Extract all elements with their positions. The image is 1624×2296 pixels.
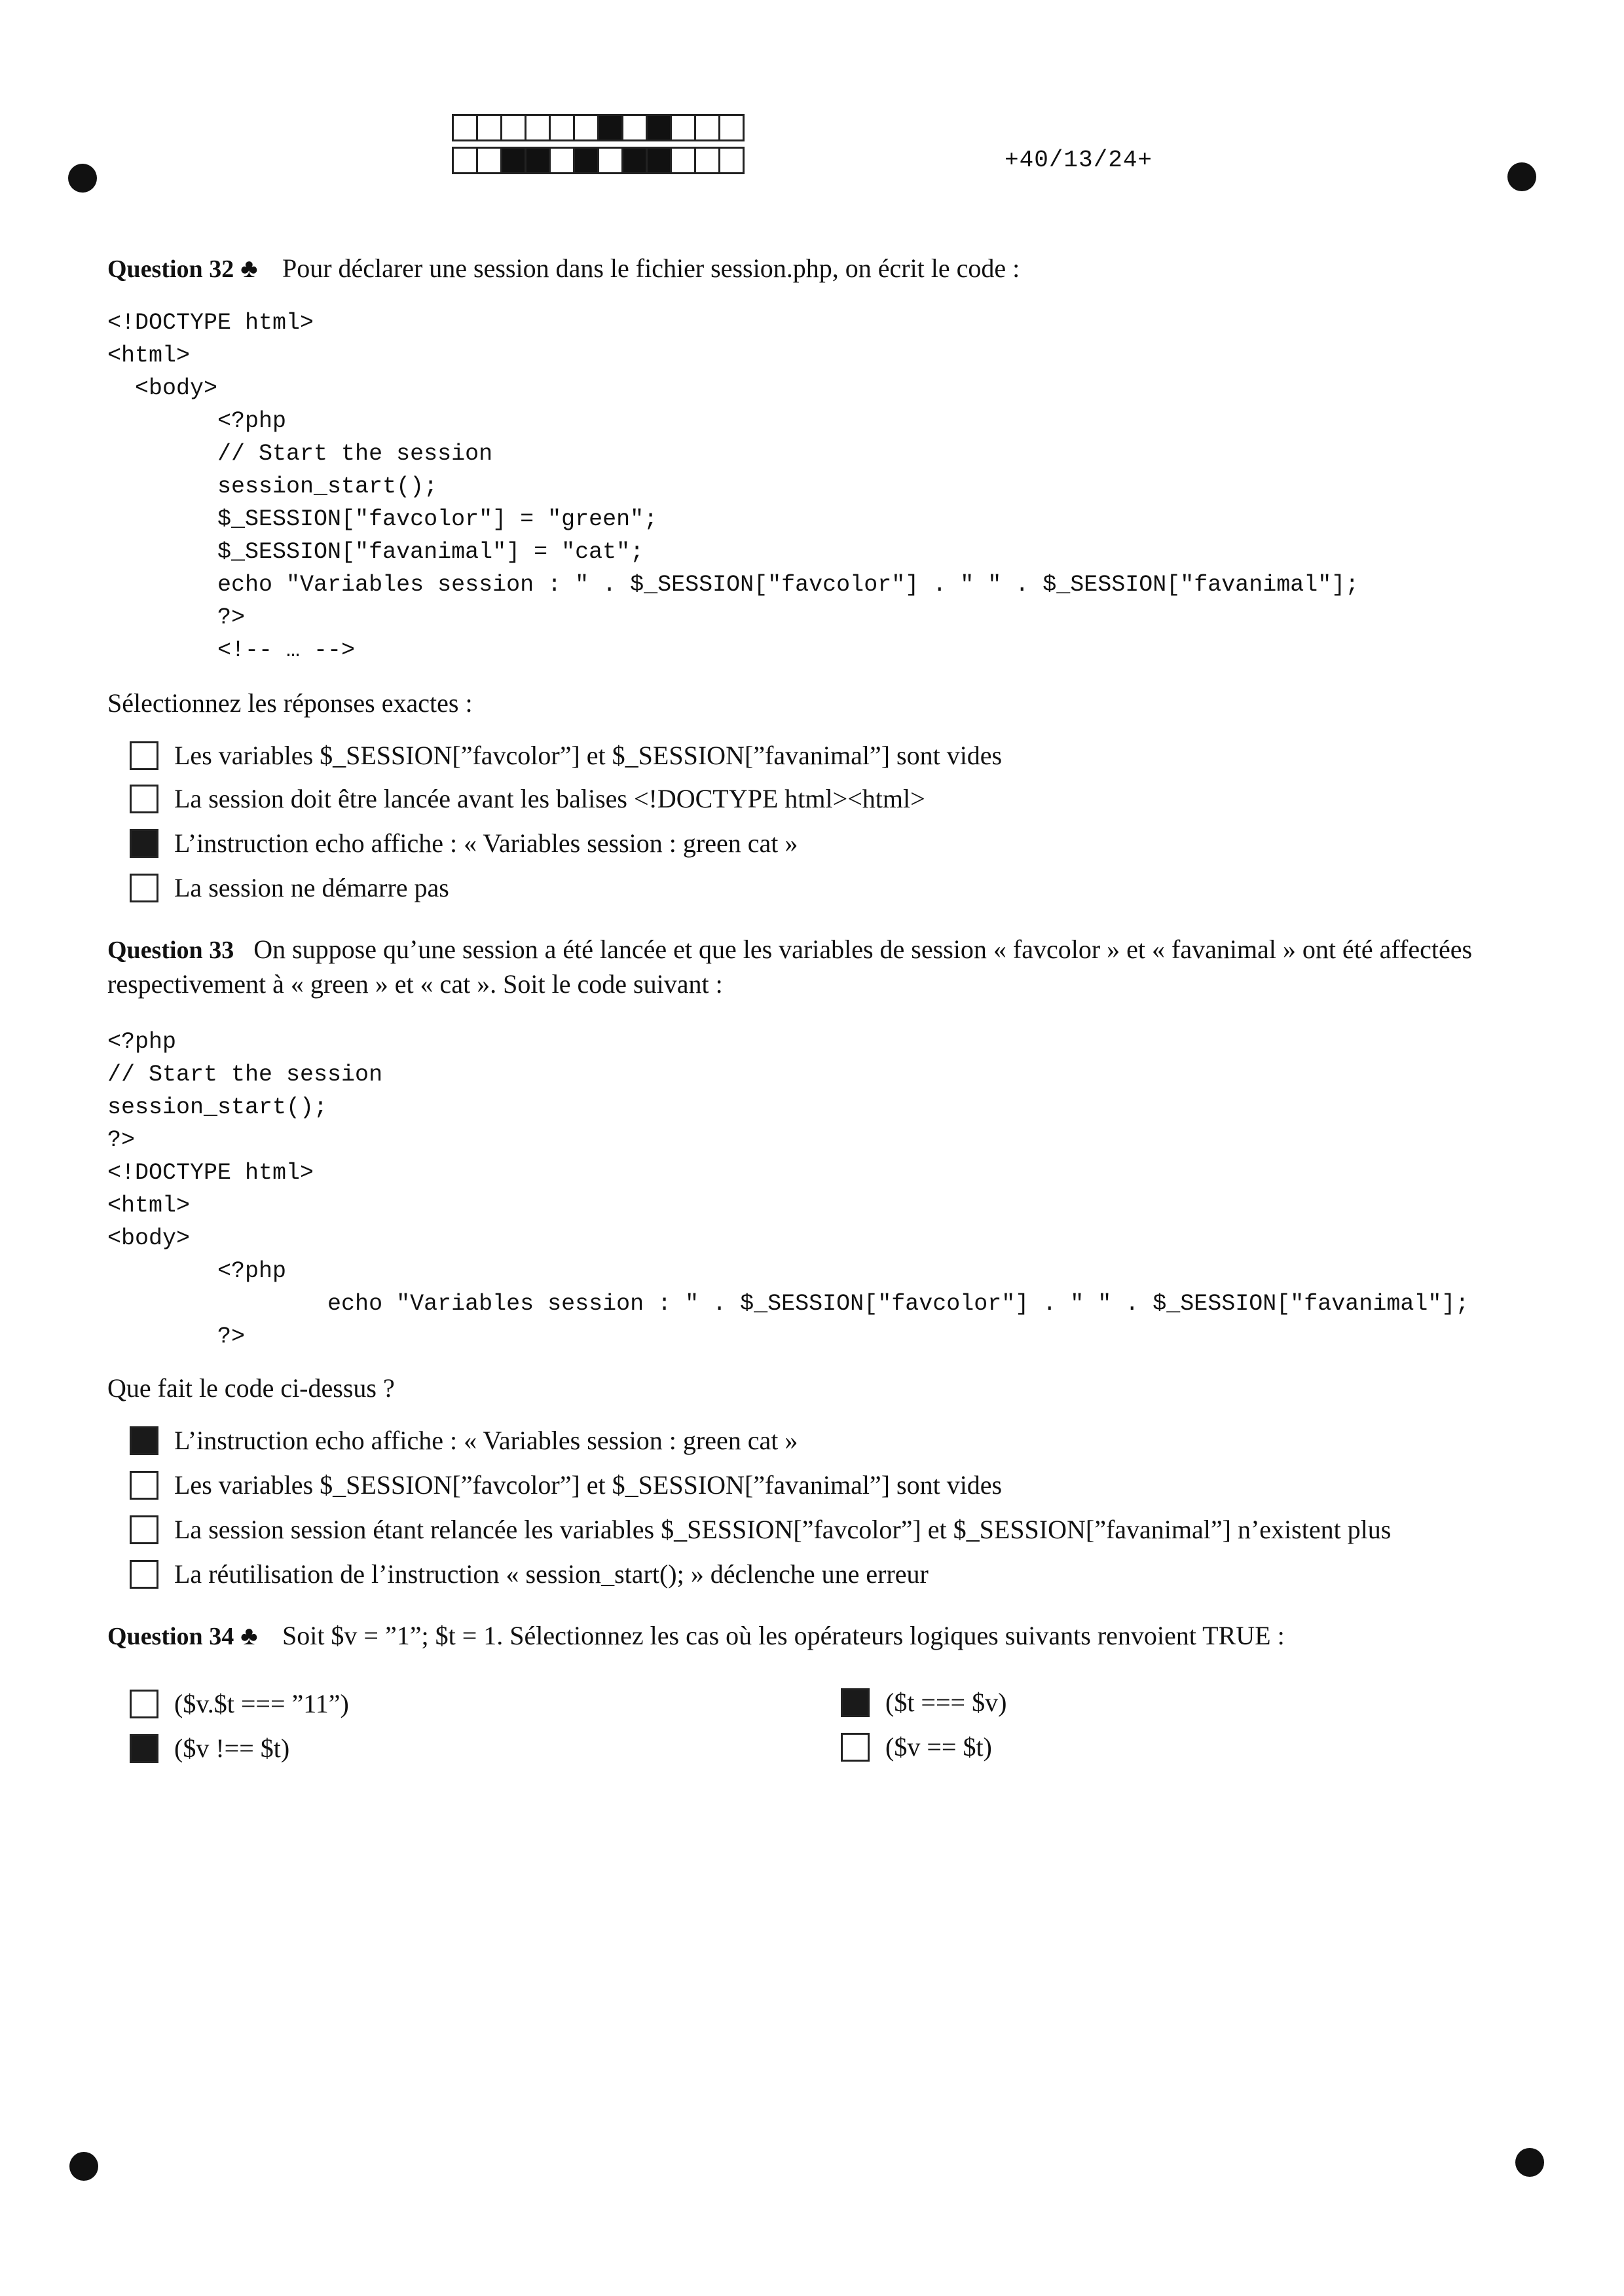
option-label: Les variables $_SESSION[”favcolor”] et $_SESSION[”favanimal”] sont vides: [174, 741, 1003, 770]
q33-option-3[interactable]: [130, 1514, 1391, 1545]
barcode-cell: [500, 147, 526, 174]
option-label: ($t === $v): [885, 1688, 1007, 1717]
q34-option-4[interactable]: [841, 1731, 992, 1762]
question-33-text: On suppose qu’une session a été lancée et que les variables de session « favcolor » et « favanimal » ont été affectées respectivement à « green » et « cat ». Soit le code suivant :: [107, 935, 1473, 999]
option-label: La session doit être lancée avant les balises <!DOCTYPE html><html>: [174, 784, 925, 813]
registration-mark-bottom-right: [1515, 2148, 1544, 2177]
barcode-cell: [476, 114, 502, 141]
answer-checkbox[interactable]: [841, 1733, 870, 1762]
code-line: echo "Variables session : " . $_SESSION["favcolor"] . " " . $_SESSION["favanimal"];: [107, 572, 1359, 598]
code-line: <html>: [107, 1193, 191, 1219]
code-line: <!DOCTYPE html>: [107, 310, 314, 336]
question-32-code: [107, 306, 1359, 667]
question-32-prompt: Sélectionnez les réponses exactes :: [107, 688, 473, 718]
barcode-cell: [597, 147, 623, 174]
option-label: La session session étant relancée les variables $_SESSION[”favcolor”] et $_SESSION[”favanimal”] n’existent plus: [174, 1515, 1392, 1544]
option-label: ($v == $t): [885, 1732, 992, 1762]
barcode-cell: [452, 114, 478, 141]
code-line: <body>: [107, 1225, 191, 1251]
registration-mark-top-left: [68, 164, 97, 193]
code-line: <?php: [107, 408, 287, 434]
answer-checkbox[interactable]: [130, 1471, 158, 1500]
question-32-header: [107, 253, 1020, 284]
option-label: ($v.$t === ”11”): [174, 1689, 349, 1718]
answer-checkbox[interactable]: [130, 1426, 158, 1455]
registration-mark-top-right: [1507, 162, 1536, 191]
barcode-cell: [597, 114, 623, 141]
barcode-cell: [476, 147, 502, 174]
q32-option-4[interactable]: [130, 872, 449, 903]
question-34-text: Soit $v = ”1”; $t = 1. Sélectionnez les cas où les opérateurs logiques suivants renvoient TRUE :: [282, 1621, 1285, 1650]
barcode-cell: [452, 147, 478, 174]
code-line: // Start the session: [107, 1062, 383, 1088]
answer-checkbox[interactable]: [130, 1515, 158, 1544]
barcode-cell: [694, 147, 720, 174]
q32-option-2[interactable]: [130, 783, 925, 814]
q33-option-1[interactable]: [130, 1425, 798, 1456]
code-line: session_start();: [107, 1094, 328, 1120]
registration-mark-bottom-left: [69, 2152, 98, 2181]
barcode-cell: [646, 147, 672, 174]
answer-checkbox[interactable]: [130, 1560, 158, 1589]
code-line: <body>: [107, 375, 218, 401]
barcode-bottom-row: [452, 147, 743, 174]
option-label: Les variables $_SESSION[”favcolor”] et $_SESSION[”favanimal”] sont vides: [174, 1470, 1003, 1500]
code-line: <!-- … -->: [107, 637, 356, 663]
code-line: echo "Variables session : " . $_SESSION["favcolor"] . " " . $_SESSION["favanimal"];: [107, 1291, 1469, 1317]
barcode-cell: [646, 114, 672, 141]
answer-checkbox[interactable]: [130, 874, 158, 902]
answer-checkbox[interactable]: [130, 829, 158, 858]
q33-option-2[interactable]: [130, 1470, 1002, 1500]
barcode-cell: [573, 147, 599, 174]
sheet-serial: +40/13/24+: [1005, 147, 1153, 174]
barcode-cell: [525, 147, 551, 174]
barcode-cell: [549, 147, 575, 174]
answer-checkbox[interactable]: [130, 741, 158, 770]
code-line: $_SESSION["favanimal"] = "cat";: [107, 539, 644, 565]
question-34-label: Question 34: [107, 1623, 234, 1650]
option-label: La réutilisation de l’instruction « session_start(); » déclenche une erreur: [174, 1559, 929, 1589]
barcode-cell: [718, 147, 745, 174]
barcode-cell: [694, 114, 720, 141]
code-line: ?>: [107, 1324, 246, 1350]
q34-option-3[interactable]: [130, 1733, 289, 1764]
barcode-cell: [621, 114, 648, 141]
question-33-code: [107, 1026, 1469, 1353]
answer-checkbox[interactable]: [130, 785, 158, 813]
code-line: // Start the session: [107, 441, 493, 467]
q34-option-1[interactable]: [130, 1688, 349, 1719]
q32-option-1[interactable]: [130, 740, 1002, 771]
answer-checkbox[interactable]: [841, 1688, 870, 1717]
option-label: La session ne démarre pas: [174, 873, 449, 902]
answer-checkbox[interactable]: [130, 1690, 158, 1718]
code-line: <!DOCTYPE html>: [107, 1160, 314, 1186]
question-33-label: Question 33: [107, 936, 234, 964]
q33-option-4[interactable]: [130, 1559, 929, 1589]
q34-option-2[interactable]: [841, 1687, 1006, 1718]
question-32-text: Pour déclarer une session dans le fichier session.php, on écrit le code :: [282, 253, 1020, 283]
club-icon: ♣: [240, 1621, 258, 1650]
option-label: L’instruction echo affiche : « Variables session : green cat »: [174, 1426, 798, 1455]
code-line: <?php: [107, 1029, 177, 1055]
barcode-cell: [573, 114, 599, 141]
code-line: <html>: [107, 343, 191, 369]
answer-checkbox[interactable]: [130, 1734, 158, 1763]
question-33-header: [107, 933, 1509, 1001]
question-34-header: [107, 1620, 1285, 1651]
barcode-cell: [500, 114, 526, 141]
code-line: $_SESSION["favcolor"] = "green";: [107, 506, 658, 532]
q32-option-3[interactable]: [130, 828, 798, 859]
barcode-cell: [670, 147, 696, 174]
barcode-top-row: [452, 114, 743, 141]
question-33-prompt: Que fait le code ci-dessus ?: [107, 1373, 395, 1403]
barcode-cell: [549, 114, 575, 141]
barcode-cell: [621, 147, 648, 174]
club-icon: ♣: [240, 253, 258, 283]
barcode-cell: [525, 114, 551, 141]
code-line: <?php: [107, 1258, 287, 1284]
question-32-label: Question 32: [107, 255, 234, 283]
code-line: ?>: [107, 604, 246, 631]
option-label: L’instruction echo affiche : « Variables session : green cat »: [174, 828, 798, 858]
option-label: ($v !== $t): [174, 1733, 290, 1763]
code-line: ?>: [107, 1127, 136, 1153]
barcode-cell: [670, 114, 696, 141]
barcode-cell: [718, 114, 745, 141]
code-line: session_start();: [107, 473, 438, 500]
